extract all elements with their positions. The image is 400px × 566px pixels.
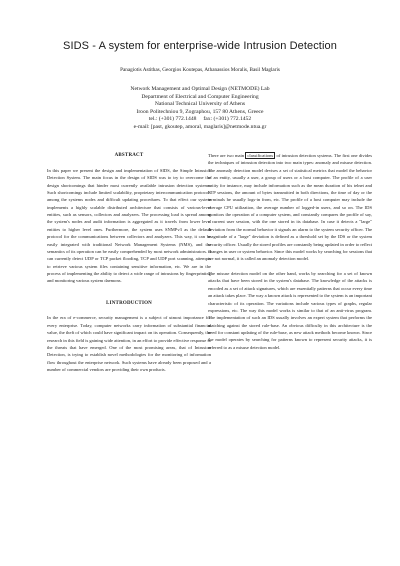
paragraph-rest: of intrusion detection systems. The first one divides the techniques of intrusion detection into two main types: anomaly and misuse detection. The anomaly detection model devises a set of statistical metrics that model the behavior of an entity, usually a user, a group of users or a host computer. The profile of a user entity for instance, may include information such as the mean duration of his telnet and FTP sessions, the amount of bytes transmitted in both directions, the time of day or the terminals he usually logs-in from, etc. The profile of a host computer may include the average CPU utilization, the average number of logged-in users, and so on. The IDS monitors the operation of a computer system, and constantly compares the profile of say, a current user session, with the one stored in its database. In case it detects a "large" deviation from the normal behavior it signals an alarm to the system security officer. The magnitude of a "large" deviation is defined as a threshold set by the IDS or the system security officer. Usually the stored profiles are constantly being updated in order to reflect changes in user or system behavior. Since this model works by searching for sessions that are not normal, it is called an anomaly detection model. <box>208 153 373 262</box>
author-list: Panagiotis Astithas, Georgios Koutepas, Athanassios Moralis, Basil Maglaris <box>120 67 280 73</box>
misuse-paragraph: The misuse detection model on the other hand, works by searching for a set of known attacks that have been stored in the system's database. The knowledge of the attacks is encoded as a set of attack signatures, which are essentially patterns that occur every time an attack takes place. The way a known attack is represented to the system is an important characteristic of its operation. The variations include various types of graphs, regular expressions, etc. The way this model works is similar to that of an anti-virus program. The implementation of such an IDS usually involves an expert system that performs the matching against the stored rule-base. An obvious difficulty in this architecture is the need for constant updating of the rule-base, as new attack methods become known. Since the model operates by searching for patterns known to represent security attacks, it is referred to as a misuse detection model. <box>208 271 372 350</box>
affiliation-line: tel.: (+301) 772.1448 fax: (+301) 772.1452 <box>148 116 252 123</box>
paragraph-start: There are two main <box>208 153 245 158</box>
affiliation-email: e-mail: [past, gkoutep, amoral, maglaris]@netmode.ntua.gr <box>133 123 267 130</box>
affiliation-line: Iroon Politechniou 9, Zographou, 157 80 Athens, Greece <box>136 108 264 115</box>
abstract-text: In this paper we present the design and implementation of SIDS, the Simple Intrusion Detection System. The main focus in the design of SIDS was to try to overcome the design shortcomings that hinder most currently available intrusion detection systems. Such shortcomings include limited scalability, proprietary intercommunication protocols among the systems nodes and difficult updating procedures. To that effect our system implements a highly scalable distributed architecture that consists of various-level entities, such as sensors, collectors and analyzers. The processing load is spread among the system's nodes and audit information is aggregated as it travels from lower level entities to higher level ones. Furthermore, the system uses SNMPv3 as the default protocol for the communications between collectors and analyzers. This way, it can be easily integrated with traditional Network Management Systems (NMS), and the semantics of its operation can be easily comprehended by most network administrators. It can currently detect UDP or TCP packet flooding, TCP and UDP port scanning, attempts to retrieve various system files containing sensitive information, etc. We are in the process of implementing the ability to detect a wide range of intrusions by fingerprinting and monitoring various system daemons. <box>47 167 211 284</box>
affiliation-line: Department of Electrical and Computer Engineering <box>141 93 259 100</box>
abstract-heading: ABSTRACT <box>114 153 144 158</box>
right-column <box>208 152 372 351</box>
introduction-text: In the era of e-commerce, security management is a subject of utmost importance for every enterprise. Today, computer networks carry information of substantial financial value, the theft of which could have significant impact on its operation. Consequently, the research in this field is gaining wide attention, in an effort to provide effective response to the threats that have emerged. One of the most promising areas, that of Intrusion Detection, is trying to establish novel methodologies for the monitoring of information flow throughout the enterprise network. Such systems have already been proposed and a number of commercial vendors are providing their own products. <box>47 315 211 372</box>
highlighted-term: classifications <box>247 153 274 158</box>
left-column <box>47 152 211 373</box>
paper-title: SIDS - A system for enterprise-wide Intrusion Detection <box>63 40 337 52</box>
classification-paragraph <box>208 152 372 263</box>
affiliation-block <box>0 86 400 132</box>
affiliation-line: Network Management and Optimal Design (NETMODE) Lab <box>130 86 270 92</box>
introduction-heading: I.INTRODUCTION <box>105 300 152 306</box>
affiliation-line: National Technical University of Athens <box>154 101 246 108</box>
